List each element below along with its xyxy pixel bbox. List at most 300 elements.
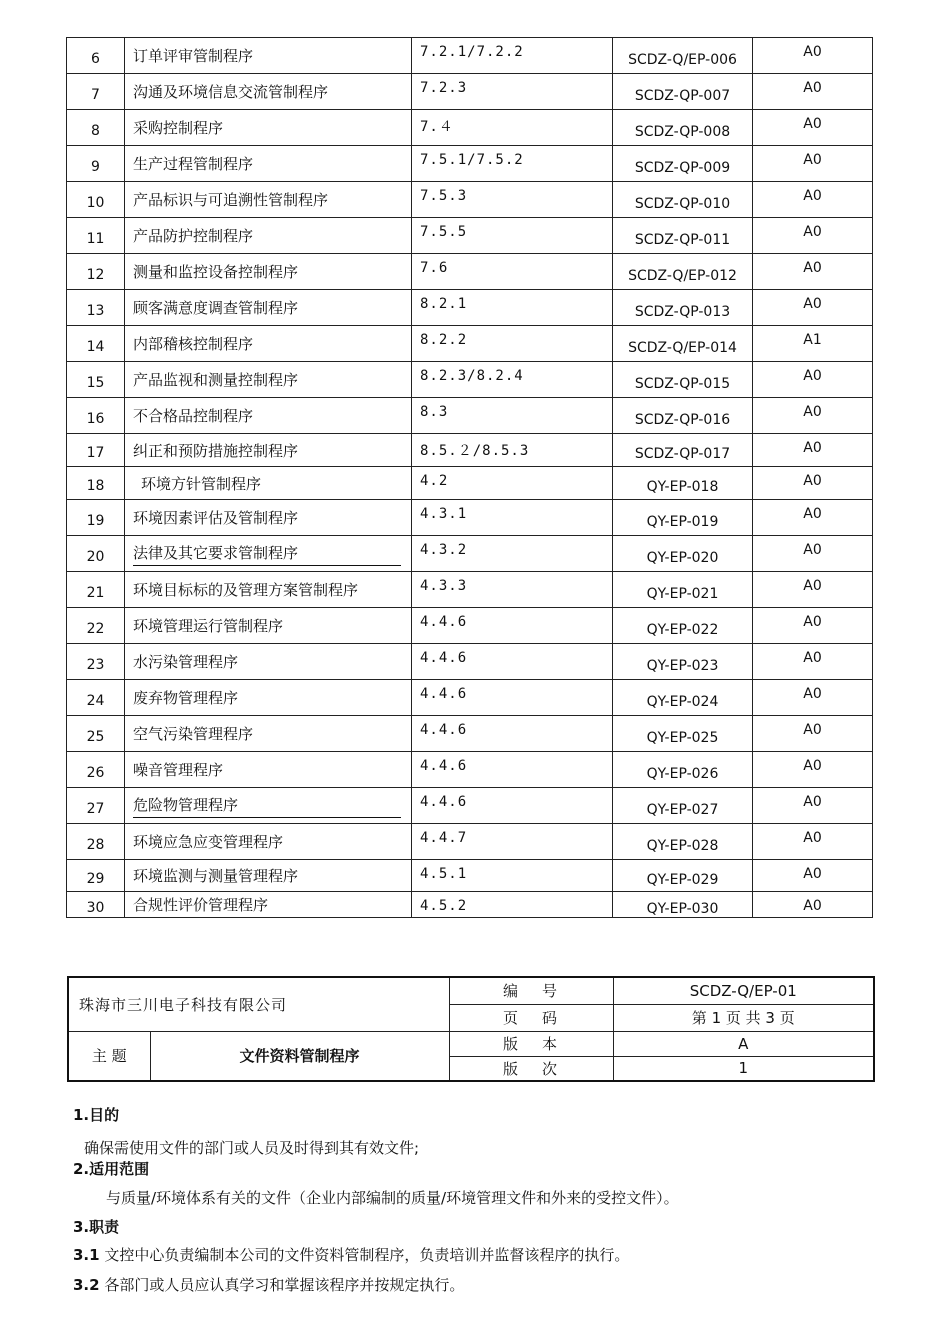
table-row — [67, 218, 873, 254]
row-number-text: 25 — [86, 728, 105, 745]
document-code-text: QY-EP-021 — [646, 585, 719, 602]
clause-reference — [412, 500, 613, 536]
section-3-2-number: 3.2 — [73, 1276, 100, 1294]
document-code — [613, 434, 753, 467]
clause-reference — [412, 218, 613, 254]
clause-reference — [412, 788, 613, 824]
version-text: A0 — [803, 296, 822, 312]
document-code-text: SCDZ-QP-017 — [634, 446, 731, 462]
table-row — [67, 608, 873, 644]
document-code-text: SCDZ-QP-011 — [634, 231, 731, 248]
version — [753, 38, 873, 74]
version-text: A0 — [803, 866, 822, 882]
section-3-2 — [73, 1274, 464, 1295]
row-number-text: 27 — [86, 800, 105, 817]
procedure-name-text: 顾客满意度调查管制程序 — [133, 299, 299, 317]
clause-reference-text: 8.5.２/8.5.3 — [420, 443, 530, 459]
version-text: A0 — [803, 188, 822, 204]
clause-reference — [412, 572, 613, 608]
clause-reference-text: 7.5.1/7.5.2 — [420, 152, 524, 168]
version — [753, 680, 873, 716]
version — [753, 326, 873, 362]
procedure-name-text: 法律及其它要求管制程序 — [133, 542, 401, 566]
procedure-name — [125, 572, 412, 608]
version-text: A0 — [803, 260, 822, 276]
row-number-text: 22 — [86, 620, 105, 637]
clause-reference — [412, 110, 613, 146]
version-text: A0 — [803, 224, 822, 240]
document-code-text: SCDZ-QP-007 — [634, 87, 731, 104]
document-code — [613, 362, 753, 398]
document-code — [613, 788, 753, 824]
procedure-name — [125, 326, 412, 362]
procedure-name — [125, 146, 412, 182]
document-code — [613, 536, 753, 572]
version — [753, 860, 873, 892]
procedure-name — [125, 860, 412, 892]
document-code-text: SCDZ-QP-009 — [634, 159, 731, 176]
clause-reference-text: 8.2.2 — [420, 332, 468, 348]
table-row — [67, 788, 873, 824]
procedure-name — [125, 644, 412, 680]
clause-reference — [412, 290, 613, 326]
document-code-text: QY-EP-028 — [646, 837, 719, 854]
procedure-name — [125, 500, 412, 536]
version-text: A0 — [803, 44, 822, 60]
clause-reference-text: 7.5.3 — [420, 188, 468, 204]
clause-reference — [412, 182, 613, 218]
row-number — [67, 536, 125, 572]
clause-reference — [412, 467, 613, 500]
table-row — [67, 74, 873, 110]
version — [753, 644, 873, 680]
table-row — [67, 536, 873, 572]
table-row — [67, 500, 873, 536]
version-text: A0 — [803, 473, 822, 489]
table-row — [67, 146, 873, 182]
procedure-name-text: 内部稽核控制程序 — [133, 335, 254, 353]
version-text: A0 — [803, 440, 822, 456]
clause-reference-text: 7.４ — [420, 119, 454, 135]
document-code-text: QY-EP-029 — [646, 871, 719, 888]
clause-reference-text: 4.3.1 — [420, 506, 468, 522]
section-3-2-text: 各部门或人员应认真学习和掌握该程序并按规定执行。 — [104, 1276, 465, 1294]
table-row — [67, 182, 873, 218]
procedure-name — [125, 467, 412, 500]
procedure-name-text: 危险物管理程序 — [133, 794, 401, 818]
row-number — [67, 500, 125, 536]
row-number-text: 10 — [86, 194, 105, 211]
section-3-title: 3.职责 — [73, 1218, 120, 1236]
table-row — [67, 572, 873, 608]
field-label-revision: 版 次 — [449, 1056, 613, 1081]
row-number — [67, 892, 125, 918]
section-3-1-number: 3.1 — [73, 1246, 100, 1264]
document-code — [613, 500, 753, 536]
row-number-text: 15 — [86, 374, 105, 391]
procedure-name-text: 环境管理运行管制程序 — [133, 617, 284, 635]
table-row — [67, 467, 873, 500]
row-number — [67, 608, 125, 644]
procedure-name-text: 合规性评价管理程序 — [133, 896, 269, 914]
field-label-page: 页 码 — [449, 1004, 613, 1031]
procedure-name-text: 产品防护控制程序 — [133, 227, 254, 245]
row-number-text: 26 — [86, 764, 105, 781]
section-1-title: 1.目的 — [73, 1106, 120, 1124]
table-row — [67, 290, 873, 326]
procedure-name-text: 环境监测与测量管理程序 — [133, 867, 299, 885]
row-number-text: 20 — [86, 548, 105, 565]
procedure-name — [125, 362, 412, 398]
procedure-name — [125, 182, 412, 218]
table-row — [67, 716, 873, 752]
procedure-name — [125, 38, 412, 74]
document-code-text: QY-EP-020 — [646, 549, 719, 566]
version — [753, 434, 873, 467]
field-value-page: 第 1 页 共 3 页 — [613, 1004, 874, 1031]
version — [753, 608, 873, 644]
row-number-text: 23 — [86, 656, 105, 673]
table-row — [67, 326, 873, 362]
clause-reference-text: 8.3 — [420, 404, 449, 420]
field-label-version: 版 本 — [449, 1031, 613, 1056]
clause-reference — [412, 752, 613, 788]
document-code-text: SCDZ-QP-010 — [634, 195, 731, 212]
procedure-name-text: 环境应急应变管理程序 — [133, 833, 284, 851]
clause-reference-text: 4.4.7 — [420, 830, 468, 846]
field-value-revision: 1 — [613, 1056, 874, 1081]
clause-reference-text: 4.4.6 — [420, 686, 468, 702]
procedure-name — [125, 434, 412, 467]
field-value-version: A — [613, 1031, 874, 1056]
document-code-text: QY-EP-027 — [646, 801, 719, 818]
procedure-list-body — [67, 38, 873, 918]
version — [753, 182, 873, 218]
row-number — [67, 182, 125, 218]
row-number — [67, 788, 125, 824]
clause-reference-text: 4.5.1 — [420, 866, 468, 882]
document-code — [613, 38, 753, 74]
version-text: A0 — [803, 898, 822, 914]
table-row — [67, 110, 873, 146]
document-code — [613, 716, 753, 752]
row-number-text: 12 — [86, 266, 105, 283]
row-number — [67, 824, 125, 860]
section-3-1 — [73, 1244, 629, 1265]
procedure-name — [125, 254, 412, 290]
version — [753, 752, 873, 788]
procedure-name — [125, 716, 412, 752]
section-2-title: 2.适用范围 — [73, 1160, 150, 1178]
version-text: A0 — [803, 722, 822, 738]
document-code-text: SCDZ-Q/EP-006 — [628, 51, 737, 68]
row-number — [67, 752, 125, 788]
row-number-text: 9 — [91, 158, 100, 175]
clause-reference — [412, 254, 613, 290]
document-code-text: QY-EP-024 — [646, 693, 719, 710]
clause-reference-text: 7.5.5 — [420, 224, 468, 240]
document-code — [613, 467, 753, 500]
table-row — [67, 824, 873, 860]
version-text: A0 — [803, 650, 822, 666]
document-code — [613, 326, 753, 362]
clause-reference-text: 7.2.3 — [420, 80, 468, 96]
section-1-text: 确保需使用文件的部门或人员及时得到其有效文件; — [84, 1139, 420, 1157]
document-code — [613, 892, 753, 918]
procedure-name — [125, 74, 412, 110]
document-code — [613, 752, 753, 788]
clause-reference-text: 7.2.1/7.2.2 — [420, 44, 524, 60]
table-row — [67, 644, 873, 680]
document-code — [613, 398, 753, 434]
document-code-text: QY-EP-018 — [646, 479, 719, 495]
procedure-name — [125, 824, 412, 860]
document-code-text: SCDZ-Q/EP-012 — [628, 267, 737, 284]
version — [753, 254, 873, 290]
table-row — [67, 254, 873, 290]
row-number-text: 14 — [86, 338, 105, 355]
clause-reference — [412, 608, 613, 644]
row-number-text: 11 — [86, 230, 105, 247]
row-number-text: 18 — [86, 478, 105, 494]
procedure-name-text: 订单评审管制程序 — [133, 47, 254, 65]
procedure-name-text: 环境因素评估及管制程序 — [133, 509, 299, 527]
procedure-name — [125, 752, 412, 788]
procedure-name-text: 废弃物管理程序 — [133, 689, 239, 707]
procedure-name — [125, 608, 412, 644]
clause-reference-text: 8.2.3/8.2.4 — [420, 368, 524, 384]
procedure-name — [125, 398, 412, 434]
row-number — [67, 716, 125, 752]
row-number-text: 7 — [91, 86, 100, 103]
row-number — [67, 290, 125, 326]
clause-reference — [412, 824, 613, 860]
clause-reference — [412, 74, 613, 110]
document-code — [613, 254, 753, 290]
procedure-name-text: 产品监视和测量控制程序 — [133, 371, 299, 389]
procedure-name-text: 测量和监控设备控制程序 — [133, 263, 299, 281]
version — [753, 824, 873, 860]
row-number — [67, 146, 125, 182]
subject-title: 文件资料管制程序 — [150, 1031, 449, 1081]
clause-reference — [412, 716, 613, 752]
document-code — [613, 290, 753, 326]
clause-reference — [412, 892, 613, 918]
document-code — [613, 824, 753, 860]
version-text: A0 — [803, 506, 822, 522]
version-text: A1 — [803, 332, 822, 348]
procedure-name-text: 生产过程管制程序 — [133, 155, 254, 173]
version-text: A0 — [803, 830, 822, 846]
table-row — [67, 860, 873, 892]
row-number-text: 28 — [86, 836, 105, 853]
table-row — [67, 752, 873, 788]
procedure-name — [125, 892, 412, 918]
clause-reference — [412, 680, 613, 716]
procedure-name-text: 水污染管理程序 — [133, 653, 239, 671]
version — [753, 398, 873, 434]
table-row — [67, 892, 873, 918]
version-text: A0 — [803, 152, 822, 168]
row-number — [67, 434, 125, 467]
clause-reference-text: 4.4.6 — [420, 650, 468, 666]
clause-reference — [412, 326, 613, 362]
version-text: A0 — [803, 404, 822, 420]
clause-reference-text: 4.4.6 — [420, 794, 468, 810]
version — [753, 218, 873, 254]
clause-reference — [412, 146, 613, 182]
version-text: A0 — [803, 794, 822, 810]
document-code — [613, 74, 753, 110]
clause-reference — [412, 398, 613, 434]
row-number — [67, 467, 125, 500]
row-number — [67, 218, 125, 254]
clause-reference — [412, 860, 613, 892]
clause-reference-text: 7.6 — [420, 260, 449, 276]
procedure-name-text: 产品标识与可追溯性管制程序 — [133, 191, 329, 209]
procedure-name-text: 纠正和预防措施控制程序 — [133, 441, 299, 460]
version-text: A0 — [803, 80, 822, 96]
row-number — [67, 572, 125, 608]
document-code-text: QY-EP-022 — [646, 621, 719, 638]
row-number-text: 21 — [86, 584, 105, 601]
document-code — [613, 218, 753, 254]
version — [753, 716, 873, 752]
version-text: A0 — [803, 542, 822, 558]
version — [753, 467, 873, 500]
procedure-name-text: 空气污染管理程序 — [133, 725, 254, 743]
row-number — [67, 680, 125, 716]
procedure-name-text: 噪音管理程序 — [133, 761, 224, 779]
clause-reference — [412, 362, 613, 398]
row-number — [67, 254, 125, 290]
version — [753, 892, 873, 918]
row-number-text: 8 — [91, 122, 100, 139]
version-text: A0 — [803, 578, 822, 594]
row-number-text: 17 — [86, 445, 105, 461]
procedure-name — [125, 218, 412, 254]
version-text: A0 — [803, 614, 822, 630]
table-row — [67, 680, 873, 716]
row-number-text: 30 — [86, 899, 105, 916]
version — [753, 290, 873, 326]
clause-reference — [412, 434, 613, 467]
clause-reference — [412, 644, 613, 680]
row-number — [67, 326, 125, 362]
version — [753, 74, 873, 110]
document-code — [613, 608, 753, 644]
procedure-name — [125, 290, 412, 326]
clause-reference-text: 4.3.3 — [420, 578, 468, 594]
row-number — [67, 398, 125, 434]
row-number-text: 16 — [86, 410, 105, 427]
section-2-text: 与质量/环境体系有关的文件（企业内部编制的质量/环境管理文件和外来的受控文件）。 — [106, 1189, 679, 1207]
procedure-name — [125, 680, 412, 716]
document-header-table — [67, 976, 875, 1082]
version — [753, 500, 873, 536]
row-number — [67, 74, 125, 110]
row-number-text: 6 — [91, 50, 100, 67]
document-code — [613, 644, 753, 680]
row-number — [67, 860, 125, 892]
table-row — [67, 38, 873, 74]
document-code-text: SCDZ-QP-013 — [634, 303, 731, 320]
version — [753, 788, 873, 824]
clause-reference-text: 4.2 — [420, 473, 449, 489]
document-code-text: QY-EP-025 — [646, 729, 719, 746]
document-code-text: QY-EP-023 — [646, 657, 719, 674]
document-code — [613, 572, 753, 608]
table-row — [67, 434, 873, 467]
row-number-text: 29 — [86, 870, 105, 887]
clause-reference-text: 4.4.6 — [420, 758, 468, 774]
clause-reference — [412, 536, 613, 572]
version-text: A0 — [803, 686, 822, 702]
clause-reference-text: 4.4.6 — [420, 614, 468, 630]
version — [753, 110, 873, 146]
clause-reference-text: 8.2.1 — [420, 296, 468, 312]
subject-label: 主 题 — [68, 1031, 150, 1081]
version-text: A0 — [803, 116, 822, 132]
procedure-list-table — [66, 37, 873, 918]
row-number — [67, 644, 125, 680]
table-row — [67, 398, 873, 434]
clause-reference-text: 4.5.2 — [420, 898, 468, 914]
version — [753, 362, 873, 398]
procedure-name-text: 沟通及环境信息交流管制程序 — [133, 83, 329, 101]
document-code-text: QY-EP-026 — [646, 765, 719, 782]
document-code — [613, 110, 753, 146]
procedure-name — [125, 788, 412, 824]
version-text: A0 — [803, 368, 822, 384]
clause-reference-text: 4.4.6 — [420, 722, 468, 738]
version — [753, 536, 873, 572]
document-code-text: SCDZ-QP-016 — [634, 411, 731, 428]
field-label-number: 编 号 — [449, 977, 613, 1004]
clause-reference — [412, 38, 613, 74]
clause-reference-text: 4.3.2 — [420, 542, 468, 558]
procedure-name-text: 不合格品控制程序 — [133, 407, 254, 425]
company-name: 珠海市三川电子科技有限公司 — [68, 977, 449, 1031]
version — [753, 146, 873, 182]
row-number-text: 13 — [86, 302, 105, 319]
document-code — [613, 860, 753, 892]
table-row — [67, 362, 873, 398]
document-code-text: SCDZ-QP-015 — [634, 375, 731, 392]
document-code — [613, 146, 753, 182]
procedure-name-text: 采购控制程序 — [133, 119, 224, 137]
section-3-1-text: 文控中心负责编制本公司的文件资料管制程序，负责培训并监督该程序的执行。 — [104, 1246, 630, 1264]
document-code-text: SCDZ-QP-008 — [634, 123, 731, 140]
version — [753, 572, 873, 608]
document-code-text: SCDZ-Q/EP-014 — [628, 339, 737, 356]
version-text: A0 — [803, 758, 822, 774]
document-code-text: QY-EP-019 — [646, 513, 719, 530]
row-number — [67, 362, 125, 398]
procedure-name — [125, 536, 412, 572]
procedure-name-text: 环境方针管制程序 — [141, 474, 262, 493]
row-number — [67, 110, 125, 146]
row-number-text: 19 — [86, 512, 105, 529]
field-value-number: SCDZ-Q/EP-01 — [613, 977, 874, 1004]
document-code-text: QY-EP-030 — [646, 900, 719, 917]
document-code — [613, 680, 753, 716]
procedure-name — [125, 110, 412, 146]
procedure-name-text: 环境目标标的及管理方案管制程序 — [133, 581, 359, 599]
row-number — [67, 38, 125, 74]
row-number-text: 24 — [86, 692, 105, 709]
document-code — [613, 182, 753, 218]
